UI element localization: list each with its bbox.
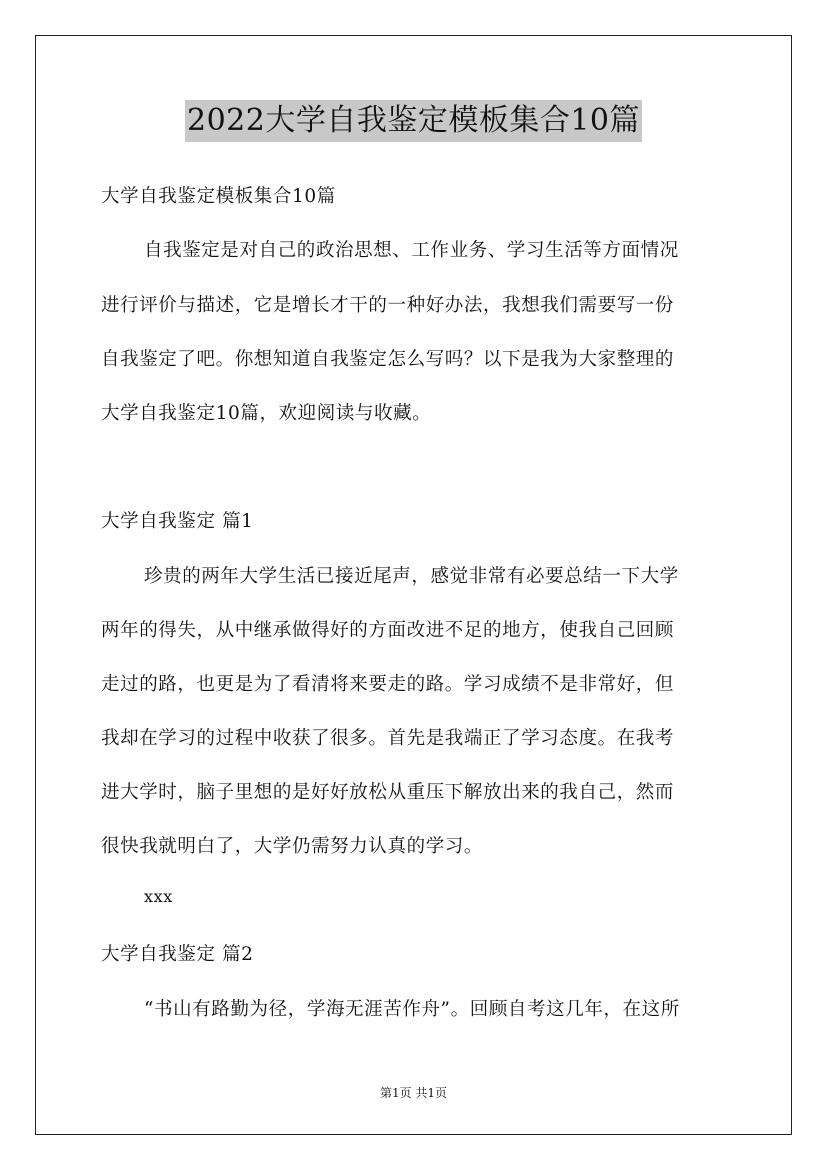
intro-paragraph-line: 大学自我鉴定10篇，欢迎阅读与收藏。 bbox=[101, 403, 432, 424]
section-1-paragraph-line: 两年的得失，从中继承做得好的方面改进不足的地方，使我自己回顾 bbox=[101, 620, 675, 641]
section-1-signature: xxx bbox=[144, 887, 173, 906]
document-title: 2022大学自我鉴定模板集合10篇 bbox=[185, 100, 642, 142]
section-1-paragraph-line: 很快我就明白了，大学仍需努力认真的学习。 bbox=[101, 836, 484, 857]
intro-paragraph-line: 自我鉴定了吧。你想知道自我鉴定怎么写吗？以下是我为大家整理的 bbox=[101, 349, 675, 370]
section-1-paragraph-line: 珍贵的两年大学生活已接近尾声，感觉非常有必要总结一下大学 bbox=[144, 566, 679, 587]
section-heading-2: 大学自我鉴定 篇2 bbox=[101, 944, 254, 965]
intro-paragraph-line: 进行评价与描述，它是增长才干的一种好办法，我想我们需要写一份 bbox=[101, 295, 675, 316]
section-1-paragraph-line: 进大学时，脑子里想的是好好放松从重压下解放出来的我自己，然而 bbox=[101, 782, 675, 803]
section-1-paragraph-line: 我却在学习的过程中收获了很多。首先是我端正了学习态度。在我考 bbox=[101, 728, 675, 749]
page-footer: 第1页 共1页 bbox=[379, 1086, 448, 1100]
intro-paragraph-line: 自我鉴定是对自己的政治思想、工作业务、学习生活等方面情况 bbox=[144, 240, 679, 261]
subtitle-line: 大学自我鉴定模板集合10篇 bbox=[101, 186, 336, 207]
section-2-paragraph-line: “书山有路勤为径，学海无涯苦作舟”。回顾自考这几年，在这所 bbox=[144, 999, 680, 1020]
section-1-paragraph-line: 走过的路，也更是为了看清将来要走的路。学习成绩不是非常好，但 bbox=[101, 674, 675, 695]
section-heading-1: 大学自我鉴定 篇1 bbox=[101, 511, 254, 532]
